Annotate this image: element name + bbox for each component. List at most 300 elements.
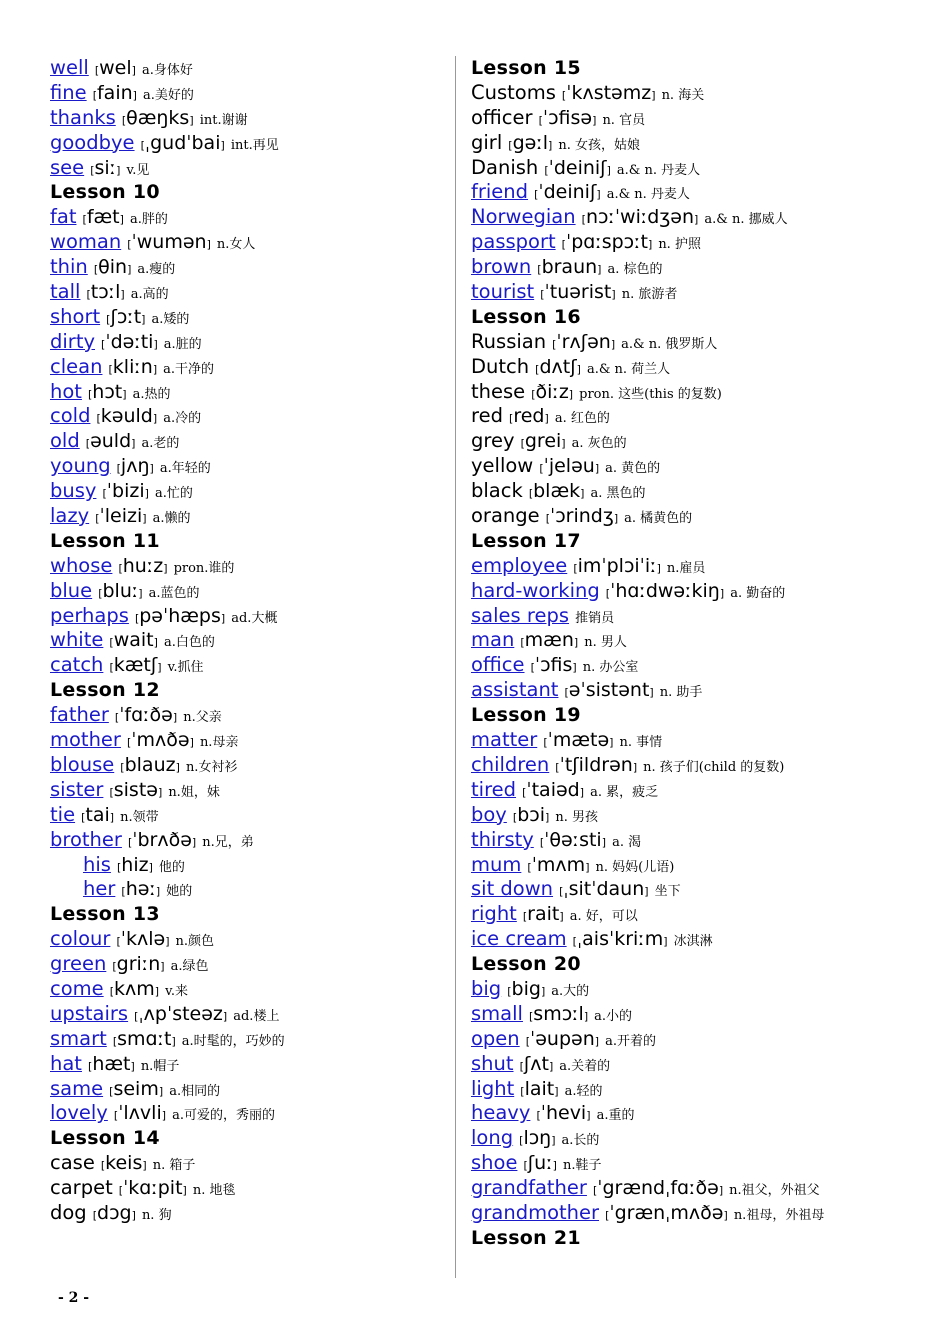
definition: n.兄，弟: [202, 834, 254, 850]
vocab-word-link[interactable]: same: [50, 1076, 104, 1100]
bracket-open: [: [109, 984, 114, 998]
phonetic: smɔːl: [533, 1002, 584, 1025]
definition: a.干净的: [163, 361, 215, 377]
phonetic: gəːl: [512, 131, 549, 154]
vocab-word-link[interactable]: big: [471, 976, 502, 1000]
bracket-close: ]: [573, 636, 579, 650]
bracket-close: ]: [644, 885, 649, 899]
bracket-open: [: [523, 1159, 528, 1173]
definition: a.蓝色的: [148, 585, 200, 601]
bracket-close: ]: [131, 64, 136, 77]
vocab-entry: [50, 1201, 440, 1226]
vocab-word: Dutch: [471, 354, 530, 378]
bracket-open: [: [95, 512, 100, 526]
bracket-close: ]: [568, 387, 574, 401]
vocab-word-link[interactable]: lazy: [50, 504, 90, 528]
bracket-open: [: [530, 661, 535, 675]
vocab-word-link[interactable]: thanks: [50, 105, 116, 129]
vocab-entry: [471, 977, 911, 1002]
phonetic: keis: [105, 1152, 143, 1175]
vocab-word: Danish: [471, 155, 539, 179]
phonetic: ˈjeləu: [543, 455, 595, 478]
vocab-word: carpet: [50, 1176, 113, 1200]
vocab-word: Customs: [471, 80, 556, 104]
bracket-open: [: [90, 163, 95, 177]
bracket-close: ]: [222, 1009, 228, 1023]
bracket-close: ]: [157, 785, 163, 799]
phonetic: ˈθəːsti: [544, 828, 602, 851]
definition: 推销员: [575, 610, 615, 626]
vocab-word-link[interactable]: friend: [471, 180, 529, 204]
vocab-entry: [50, 604, 440, 629]
bracket-close: ]: [158, 1084, 164, 1098]
bracket-close: ]: [609, 736, 614, 750]
definition: a.老的: [141, 436, 180, 452]
bracket-close: ]: [552, 1159, 557, 1173]
vocab-word-link[interactable]: father: [50, 703, 109, 727]
phonetic: əuld: [90, 430, 132, 453]
vocab-entry: [471, 554, 911, 579]
bracket-open: [: [519, 1059, 524, 1073]
vocab-entry: [471, 404, 911, 429]
vocab-word-link[interactable]: sit down: [471, 877, 554, 901]
definition: n. 助手: [659, 685, 703, 701]
bracket-close: ]: [613, 512, 619, 526]
vocab-entry: [50, 280, 440, 305]
bracket-close: ]: [154, 984, 160, 998]
vocab-entry: [471, 504, 911, 529]
phonetic: dɔg: [97, 1201, 132, 1224]
bracket-close: ]: [651, 88, 656, 102]
vocab-word-link[interactable]: hot: [50, 379, 82, 403]
definition: 她的: [166, 884, 193, 900]
bracket-close: ]: [109, 810, 115, 824]
bracket-open: [: [116, 860, 122, 874]
vocab-word-link[interactable]: matter: [471, 728, 538, 752]
vocab-word: officer: [471, 105, 533, 129]
bracket-close: ]: [220, 138, 225, 152]
definition: a.可爱的，秀丽的: [172, 1108, 275, 1124]
definition: a. 橘黄色的: [624, 511, 693, 527]
definition: a.轻的: [564, 1083, 603, 1099]
vocab-entry: [50, 554, 440, 579]
definition: ad.楼上: [233, 1008, 280, 1024]
bracket-open: [: [82, 213, 87, 227]
vocab-entry: [50, 853, 440, 878]
bracket-close: ]: [585, 860, 590, 874]
vocab-word-link[interactable]: brother: [50, 827, 122, 851]
phonetic: ʃuː: [527, 1152, 553, 1175]
phonetic: imˈplɔiˈiː: [577, 554, 657, 577]
vocab-word-link[interactable]: dirty: [50, 329, 95, 353]
definition: n. 办公室: [582, 660, 639, 676]
bracket-close: ]: [206, 238, 211, 252]
vocab-word-link[interactable]: goodbye: [50, 130, 135, 154]
phonetic: bɔi: [517, 803, 545, 826]
vocab-word-link[interactable]: busy: [50, 479, 97, 503]
vocab-word-link[interactable]: heavy: [471, 1101, 531, 1125]
vocab-entry: [471, 1052, 911, 1077]
phonetic: ˈəupən: [530, 1027, 595, 1050]
bracket-close: ]: [155, 885, 161, 899]
vocab-word-link[interactable]: sales reps: [471, 603, 570, 627]
phonetic: ˈrʌʃən: [556, 330, 611, 353]
phonetic: big: [511, 977, 541, 1000]
definition: int.再见: [230, 137, 279, 153]
phonetic: bluː: [102, 579, 139, 602]
phonetic: ˈkʌlə: [120, 928, 166, 951]
bracket-open: [: [118, 1184, 124, 1198]
definition: a. 累，疲乏: [590, 784, 659, 800]
vocab-word-link[interactable]: tie: [50, 802, 76, 826]
phonetic: huːz: [122, 554, 164, 577]
vocab-word-link[interactable]: mum: [471, 852, 522, 876]
vocab-entry: [50, 653, 440, 678]
phonetic: red: [513, 405, 545, 428]
definition: a.关着的: [559, 1058, 611, 1074]
vocab-entry: [471, 1002, 911, 1027]
vocab-word: girl: [471, 130, 503, 154]
definition: a.& n. 丹麦人: [616, 162, 701, 178]
vocab-entry: [50, 778, 440, 803]
bracket-close: ]: [157, 661, 162, 675]
bracket-open: [: [94, 64, 100, 77]
vocab-entry: [471, 678, 911, 703]
bracket-open: [: [134, 1009, 139, 1023]
bracket-open: [: [81, 810, 86, 824]
phonetic: θin: [98, 256, 128, 279]
vocab-word-link[interactable]: come: [50, 976, 104, 1000]
phonetic: ðiːz: [535, 380, 569, 403]
bracket-open: [: [531, 387, 536, 401]
vocab-word-link[interactable]: thin: [50, 255, 88, 279]
bracket-close: ]: [122, 387, 127, 401]
vocab-entry: [471, 579, 911, 604]
vocab-word-link[interactable]: children: [471, 752, 550, 776]
definition: pron. 这些(this 的复数): [579, 386, 722, 402]
vocab-entry: [50, 504, 440, 529]
definition: n. 孩子们(child 的复数): [643, 759, 785, 775]
bracket-open: [: [109, 785, 114, 799]
vocab-word-link[interactable]: employee: [471, 553, 568, 577]
bracket-close: ]: [583, 1009, 589, 1023]
phonetic: kəuld: [100, 405, 153, 428]
bracket-open: [: [581, 213, 586, 227]
phonetic: wel: [99, 57, 132, 79]
bracket-open: [: [112, 960, 117, 974]
phonetic: grei: [524, 430, 562, 453]
vocab-entry: [50, 828, 440, 853]
vocab-entry: [50, 1176, 440, 1201]
vocab-word: orange: [471, 504, 540, 528]
bracket-open: [: [106, 312, 111, 326]
definition: n.帽子: [140, 1058, 180, 1074]
bracket-open: [: [543, 736, 548, 750]
definition: v.见: [126, 162, 150, 178]
definition: a.& n. 俄罗斯人: [621, 336, 718, 352]
definition: n.鞋子: [562, 1158, 602, 1174]
bracket-close: ]: [189, 736, 194, 750]
bracket-close: ]: [171, 1034, 176, 1048]
definition: a.热的: [132, 386, 171, 402]
bracket-open: [: [536, 1109, 541, 1123]
bracket-open: [: [544, 163, 549, 177]
vocab-word: these: [471, 379, 526, 403]
definition: a. 好，可以: [569, 909, 638, 925]
lesson-heading: Lesson 20: [471, 953, 581, 976]
bracket-open: [: [573, 561, 578, 575]
vocab-entry: [471, 1201, 911, 1226]
lesson-heading: Lesson 19: [471, 704, 581, 727]
definition: n. 旅游者: [621, 287, 678, 303]
bracket-close: ]: [142, 1159, 147, 1173]
vocab-word-link[interactable]: thirsty: [471, 827, 534, 851]
vocab-word-link[interactable]: lovely: [50, 1101, 108, 1125]
phonetic: jʌŋ: [120, 455, 150, 478]
vocab-word-link[interactable]: grandfather: [471, 1176, 587, 1200]
vocab-entry: [471, 853, 911, 878]
vocab-entry: [50, 230, 440, 255]
bracket-close: ]: [610, 337, 616, 351]
phonetic: hɔt: [92, 380, 123, 403]
vocab-word-link[interactable]: shoe: [471, 1151, 518, 1175]
vocab-entry: [50, 429, 440, 454]
lesson-heading: Lesson 15: [471, 57, 581, 79]
bracket-open: [: [592, 1184, 598, 1198]
right-column: [471, 56, 911, 1251]
vocab-entry: [50, 952, 440, 977]
definition: a.重的: [596, 1108, 635, 1124]
vocab-word-link[interactable]: catch: [50, 653, 104, 677]
phonetic: lait: [524, 1077, 555, 1100]
vocab-word-link[interactable]: man: [471, 628, 515, 652]
vocab-word-link[interactable]: whose: [50, 553, 113, 577]
vocab-entry: [471, 728, 911, 753]
vocab-word-link[interactable]: young: [50, 454, 111, 478]
bracket-open: [: [86, 288, 91, 302]
bracket-open: [: [509, 412, 514, 426]
vocab-entry: [50, 1002, 440, 1027]
definition: a.绿色: [170, 959, 209, 975]
bracket-open: [: [512, 810, 518, 824]
definition: a.白色的: [163, 635, 215, 651]
phonetic: ˈlʌvli: [118, 1102, 162, 1125]
bracket-open: [: [127, 835, 133, 849]
vocab-word-link[interactable]: white: [50, 628, 104, 652]
vocab-entry: [50, 330, 440, 355]
definition: a.开着的: [605, 1033, 656, 1049]
vocab-word: red: [471, 404, 503, 428]
bracket-open: [: [88, 1059, 93, 1073]
lesson-heading: Lesson 21: [471, 1226, 581, 1249]
bracket-close: ]: [548, 1059, 554, 1073]
vocab-entry: [50, 1077, 440, 1102]
bracket-open: [: [559, 885, 564, 899]
vocab-word-link[interactable]: shut: [471, 1051, 514, 1075]
bracket-close: ]: [723, 1208, 728, 1222]
vocab-word-link[interactable]: brown: [471, 255, 532, 279]
definition: a.时髦的，巧妙的: [181, 1033, 285, 1049]
vocab-word-link[interactable]: clean: [50, 354, 103, 378]
vocab-word-link[interactable]: green: [50, 952, 107, 976]
phonetic: ˈmʌm: [531, 853, 586, 876]
vocab-entry: [50, 1101, 440, 1126]
vocab-entry: [50, 977, 440, 1002]
vocab-entry: [471, 902, 911, 927]
definition: v.来: [165, 983, 189, 999]
bracket-open: [: [539, 835, 545, 849]
vocab-word-link[interactable]: tourist: [471, 280, 535, 304]
vocab-word: grey: [471, 429, 515, 453]
vocab-word-link[interactable]: blouse: [50, 752, 115, 776]
vocab-word-link[interactable]: open: [471, 1026, 520, 1050]
bracket-open: [: [535, 362, 540, 376]
vocab-word-link[interactable]: tall: [50, 280, 81, 304]
phonetic: ˌaisˈkriːm: [576, 928, 664, 951]
phonetic: ˈdəːti: [105, 330, 154, 353]
bracket-close: ]: [559, 910, 564, 924]
phonetic: ˈtʃildrən: [559, 753, 633, 776]
vocab-word-link[interactable]: hard-working: [471, 578, 600, 602]
phonetic: ˈɔfis: [534, 654, 573, 677]
bracket-open: [: [92, 1208, 98, 1222]
vocab-word-link[interactable]: boy: [471, 802, 507, 826]
phonetic: ˌsitˈdaun: [563, 878, 645, 901]
vocab-entry: [471, 81, 911, 106]
vocab-word-link[interactable]: cold: [50, 404, 91, 428]
bracket-open: [: [127, 238, 132, 252]
bracket-open: [: [525, 1034, 531, 1048]
vocab-word-link[interactable]: old: [50, 429, 80, 453]
vocab-word-link[interactable]: passport: [471, 230, 556, 254]
definition: n.祖父，外祖父: [729, 1183, 820, 1199]
definition: n. 男人: [584, 635, 627, 651]
bracket-close: ]: [649, 686, 654, 700]
vocab-word-link[interactable]: his: [83, 852, 111, 876]
definition: v.抓住: [167, 660, 204, 676]
vocab-word-link[interactable]: long: [471, 1126, 514, 1150]
vocab-word-link[interactable]: fat: [50, 205, 77, 229]
phonetic: fain: [96, 81, 133, 104]
vocab-entry: [471, 653, 911, 678]
bracket-close: ]: [175, 760, 180, 774]
phonetic: ˌgudˈbai: [144, 131, 221, 154]
vocab-word-link[interactable]: blue: [50, 578, 93, 602]
vocab-word-link[interactable]: woman: [50, 230, 122, 254]
bracket-open: [: [108, 362, 113, 376]
phonetic: hæt: [92, 1052, 131, 1075]
definition: n.颜色: [175, 934, 215, 950]
bracket-open: [: [121, 885, 126, 899]
bracket-open: [: [528, 487, 534, 501]
definition: a.相同的: [169, 1083, 221, 1099]
vocab-word-link[interactable]: sister: [50, 777, 104, 801]
lesson-heading: Lesson 11: [50, 529, 160, 552]
bracket-open: [: [522, 785, 527, 799]
definition: 坐下: [654, 884, 681, 900]
vocab-word-link[interactable]: ice cream: [471, 927, 567, 951]
definition: a.忙的: [154, 486, 193, 502]
bracket-close: ]: [120, 288, 125, 302]
bracket-open: [: [101, 337, 106, 351]
vocab-word-link[interactable]: right: [471, 902, 517, 926]
definition: n.母亲: [199, 735, 239, 751]
bracket-close: ]: [586, 1109, 591, 1123]
bracket-open: [: [520, 1084, 525, 1098]
left-column: [50, 56, 440, 1226]
phonetic: θæŋks: [126, 106, 190, 129]
bracket-close: ]: [647, 238, 653, 252]
vocab-word-link[interactable]: assistant: [471, 678, 559, 702]
vocab-entry: [471, 1027, 911, 1052]
bracket-close: ]: [580, 487, 585, 501]
phonetic: kʌm: [114, 977, 155, 1000]
vocab-word-link[interactable]: grandmother: [471, 1200, 600, 1224]
bracket-open: [: [109, 661, 114, 675]
bracket-open: [: [114, 711, 120, 725]
phonetic: ˈwumən: [131, 231, 207, 254]
definition: n. 女孩，姑娘: [558, 137, 640, 153]
bracket-close: ]: [719, 586, 725, 600]
definition: a.长的: [561, 1133, 600, 1149]
bracket-close: ]: [606, 163, 611, 177]
bracket-open: [: [134, 611, 140, 625]
vocab-word-link[interactable]: mother: [50, 728, 121, 752]
phonetic: braun: [541, 256, 598, 279]
definition: a.& n. 挪威人: [704, 212, 788, 228]
bracket-open: [: [140, 138, 145, 152]
phonetic: tɔːl: [90, 281, 121, 304]
phonetic: ˈbizi: [106, 480, 145, 503]
vocab-word-link[interactable]: colour: [50, 927, 111, 951]
vocab-word-link[interactable]: hat: [50, 1051, 82, 1075]
bracket-open: [: [605, 586, 611, 600]
definition: a.年轻的: [159, 461, 211, 477]
vocab-word-link[interactable]: short: [50, 304, 101, 328]
vocab-word-link[interactable]: light: [471, 1076, 515, 1100]
phonetic: ˈdeiniʃ: [548, 156, 607, 179]
vocab-word-link[interactable]: smart: [50, 1026, 107, 1050]
definition: n. 地毯: [192, 1183, 236, 1199]
phonetic: həː: [125, 878, 156, 901]
definition: n.领带: [120, 809, 159, 825]
bracket-close: ]: [551, 1134, 556, 1148]
phonetic: ˈfɑːðə: [119, 704, 173, 727]
vocab-entry: [471, 927, 911, 952]
column-divider: [455, 56, 456, 1278]
bracket-open: [: [605, 1208, 610, 1222]
vocab-word-link[interactable]: tired: [471, 777, 517, 801]
phonetic: ˈpɑːspɔːt: [565, 231, 648, 254]
phonetic: rait: [527, 903, 560, 926]
vocab-word-link[interactable]: her: [83, 877, 116, 901]
vocab-word-link[interactable]: well: [50, 56, 89, 79]
vocab-word-link[interactable]: Norwegian: [471, 205, 576, 229]
phonetic: seim: [113, 1077, 159, 1100]
vocab-word-link[interactable]: fine: [50, 80, 87, 104]
definition: n.女衬衫: [185, 759, 238, 775]
vocab-word-link[interactable]: upstairs: [50, 1001, 129, 1025]
vocab-word-link[interactable]: perhaps: [50, 603, 129, 627]
vocab-word-link[interactable]: small: [471, 1001, 523, 1025]
vocab-word-link[interactable]: see: [50, 155, 85, 179]
vocab-word-link[interactable]: office: [471, 653, 525, 677]
phonetic: ˈgrænˌmʌðə: [609, 1201, 724, 1224]
bracket-close: ]: [220, 611, 226, 625]
definition: n.雇员: [666, 560, 706, 576]
vocab-entry: [471, 628, 911, 653]
phonetic: əˈsistənt: [568, 679, 650, 702]
